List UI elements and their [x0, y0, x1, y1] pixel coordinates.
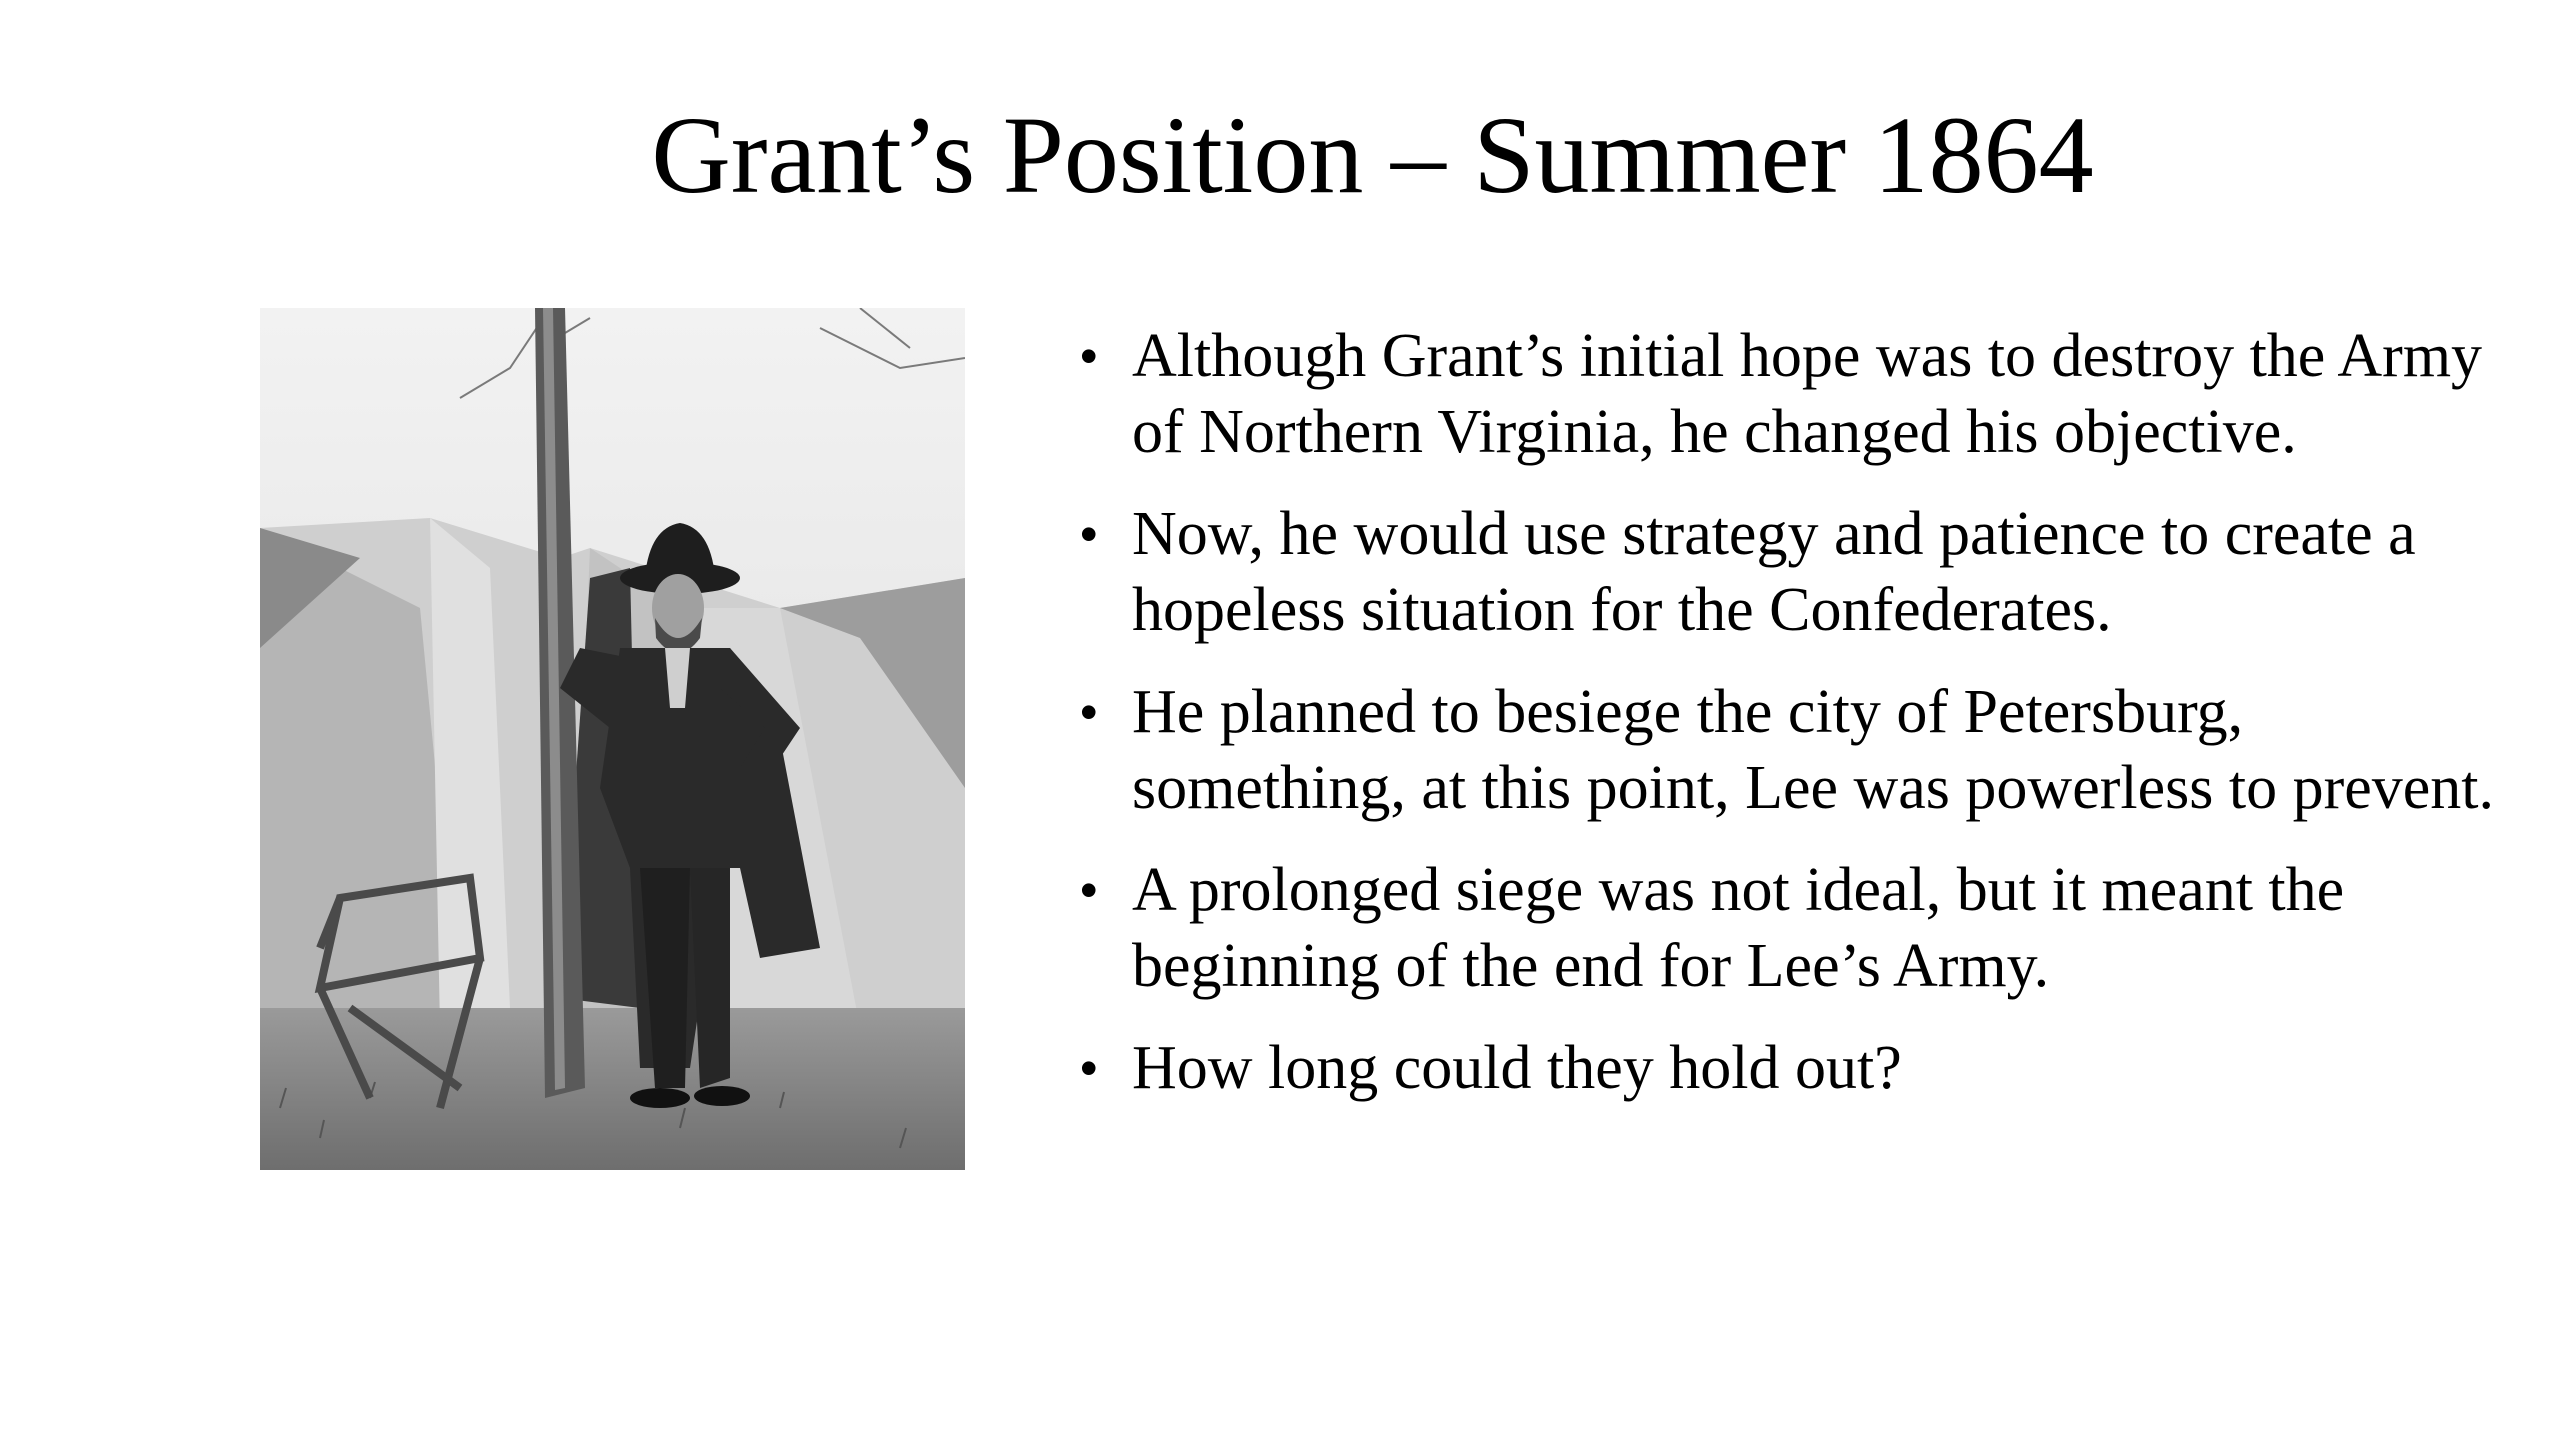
bullet-text: Although Grant’s initial hope was to destroy the Army of Northern Virginia, he changed his objective. — [1132, 322, 2483, 466]
bullet-item — [1080, 674, 2500, 826]
bullet-text: How long could they hold out? — [1132, 1034, 1902, 1102]
bullet-text: Now, he would use strategy and patience to create a hopeless situation for the Confederates. — [1132, 500, 2416, 644]
bullet-glyph: • — [1080, 506, 1098, 562]
bullet-list — [1080, 318, 2500, 1132]
slide-title: Grant’s Position – Summer 1864 — [651, 94, 2094, 216]
bullet-glyph: • — [1080, 1040, 1098, 1096]
bullet-glyph: • — [1080, 862, 1098, 918]
bullet-text: He planned to besiege the city of Petersburg, something, at this point, Lee was powerless to prevent. — [1132, 678, 2495, 822]
bullet-item — [1080, 496, 2500, 648]
bullet-text: A prolonged siege was not ideal, but it meant the beginning of the end for Lee’s Army. — [1132, 856, 2345, 1000]
bullet-glyph: • — [1080, 684, 1098, 740]
grant-photo — [260, 308, 965, 1170]
bullet-glyph: • — [1080, 328, 1098, 384]
bullet-item — [1080, 318, 2500, 470]
bullet-item — [1080, 852, 2500, 1004]
bullet-item — [1080, 1030, 2500, 1106]
